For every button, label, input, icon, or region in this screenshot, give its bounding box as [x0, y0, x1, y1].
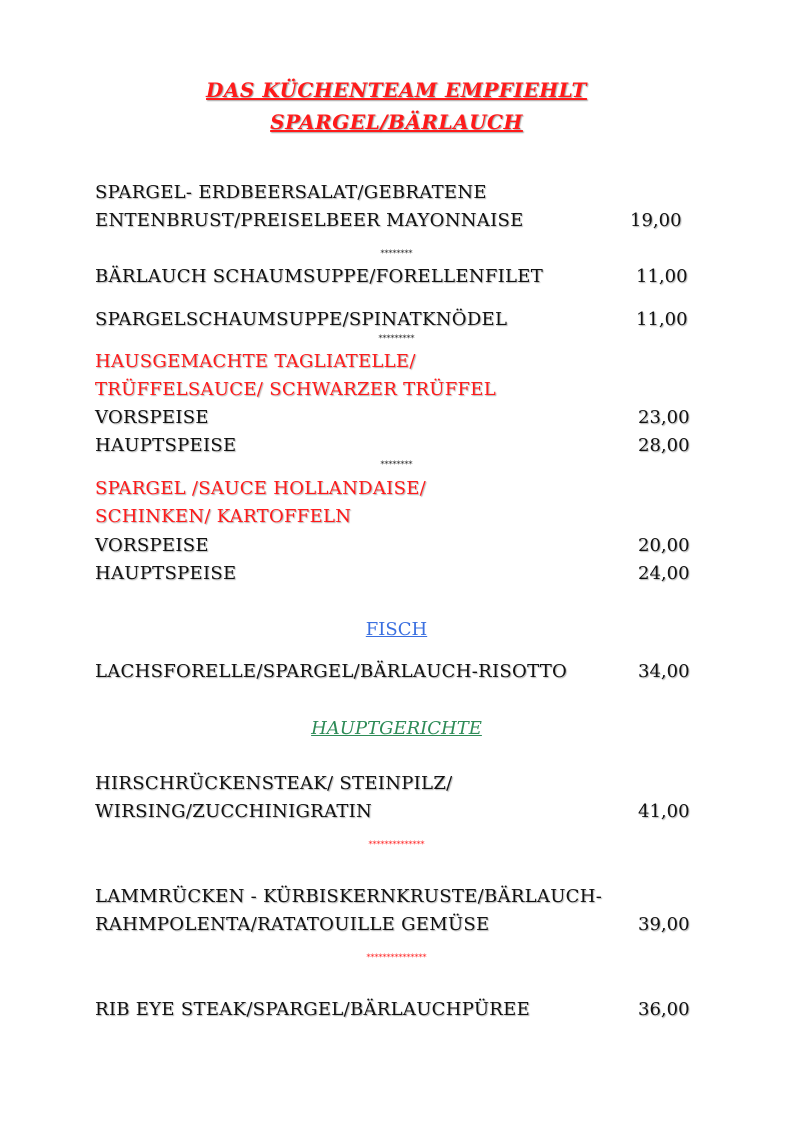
- item-lammruecken-line1: LAMMRÜCKEN - KÜRBISKERNKRUSTE/BÄRLAUCH-: [95, 886, 603, 907]
- item-lammruecken-price: 39,00: [638, 914, 690, 935]
- menu-title-line1: DAS KÜCHENTEAM EMPFIEHLT: [206, 78, 587, 102]
- item-hirschruecken-price: 41,00: [638, 801, 690, 822]
- separator: ***************: [366, 953, 427, 962]
- item-rib-eye: RIB EYE STEAK/SPARGEL/BÄRLAUCHPÜREE: [95, 999, 531, 1020]
- separator: ********: [380, 249, 413, 258]
- separator: ********: [380, 460, 413, 469]
- item-hirschruecken-line2: WIRSING/ZUCCHINIGRATIN: [95, 801, 373, 822]
- item-tagliatelle-hauptspeise: HAUPTSPEISE: [95, 435, 237, 456]
- item-spargel-hollandaise-line2: SCHINKEN/ KARTOFFELN: [95, 506, 352, 527]
- item-tagliatelle-vorspeise: VORSPEISE: [95, 407, 209, 428]
- item-spargel-salat-line1: SPARGEL- ERDBEERSALAT/GEBRATENE: [95, 182, 487, 203]
- item-tagliatelle-vorspeise-price: 23,00: [638, 407, 690, 428]
- item-spargelschaumsuppe-price: 11,00: [636, 309, 688, 330]
- item-tagliatelle-line1: HAUSGEMACHTE TAGLIATELLE/: [95, 351, 416, 372]
- item-tagliatelle-line2: TRÜFFELSAUCE/ SCHWARZER TRÜFFEL: [95, 379, 496, 400]
- item-lammruecken-line2: RAHMPOLENTA/RATATOUILLE GEMÜSE: [95, 914, 490, 935]
- item-spargel-hollandaise-line1: SPARGEL /SAUCE HOLLANDAISE/: [95, 478, 427, 499]
- separator: *********: [378, 334, 415, 343]
- section-heading-fisch: FISCH: [365, 619, 428, 640]
- item-spargel-hollandaise-hauptspeise-price: 24,00: [638, 563, 690, 584]
- item-spargel-hollandaise-hauptspeise: HAUPTSPEISE: [95, 563, 237, 584]
- menu-title-line2: SPARGEL/BÄRLAUCH: [270, 110, 523, 134]
- separator: **************: [368, 840, 425, 849]
- item-spargel-salat-line2: ENTENBRUST/PREISELBEER MAYONNAISE: [95, 210, 524, 231]
- item-spargel-salat-price: 19,00: [630, 210, 682, 231]
- section-heading-hauptgerichte: HAUPTGERICHTE: [311, 718, 482, 739]
- item-baerlauch-suppe: BÄRLAUCH SCHAUMSUPPE/FORELLENFILET: [95, 266, 544, 287]
- item-hirschruecken-line1: HIRSCHRÜCKENSTEAK/ STEINPILZ/: [95, 773, 453, 794]
- item-tagliatelle-hauptspeise-price: 28,00: [638, 435, 690, 456]
- item-spargel-hollandaise-vorspeise-price: 20,00: [638, 535, 690, 556]
- item-spargel-hollandaise-vorspeise: VORSPEISE: [95, 535, 209, 556]
- item-spargelschaumsuppe: SPARGELSCHAUMSUPPE/SPINATKNÖDEL: [95, 309, 508, 330]
- item-baerlauch-suppe-price: 11,00: [636, 266, 688, 287]
- item-rib-eye-price: 36,00: [638, 999, 690, 1020]
- item-lachsforelle: LACHSFORELLE/SPARGEL/BÄRLAUCH-RISOTTO: [95, 661, 568, 682]
- item-lachsforelle-price: 34,00: [638, 661, 690, 682]
